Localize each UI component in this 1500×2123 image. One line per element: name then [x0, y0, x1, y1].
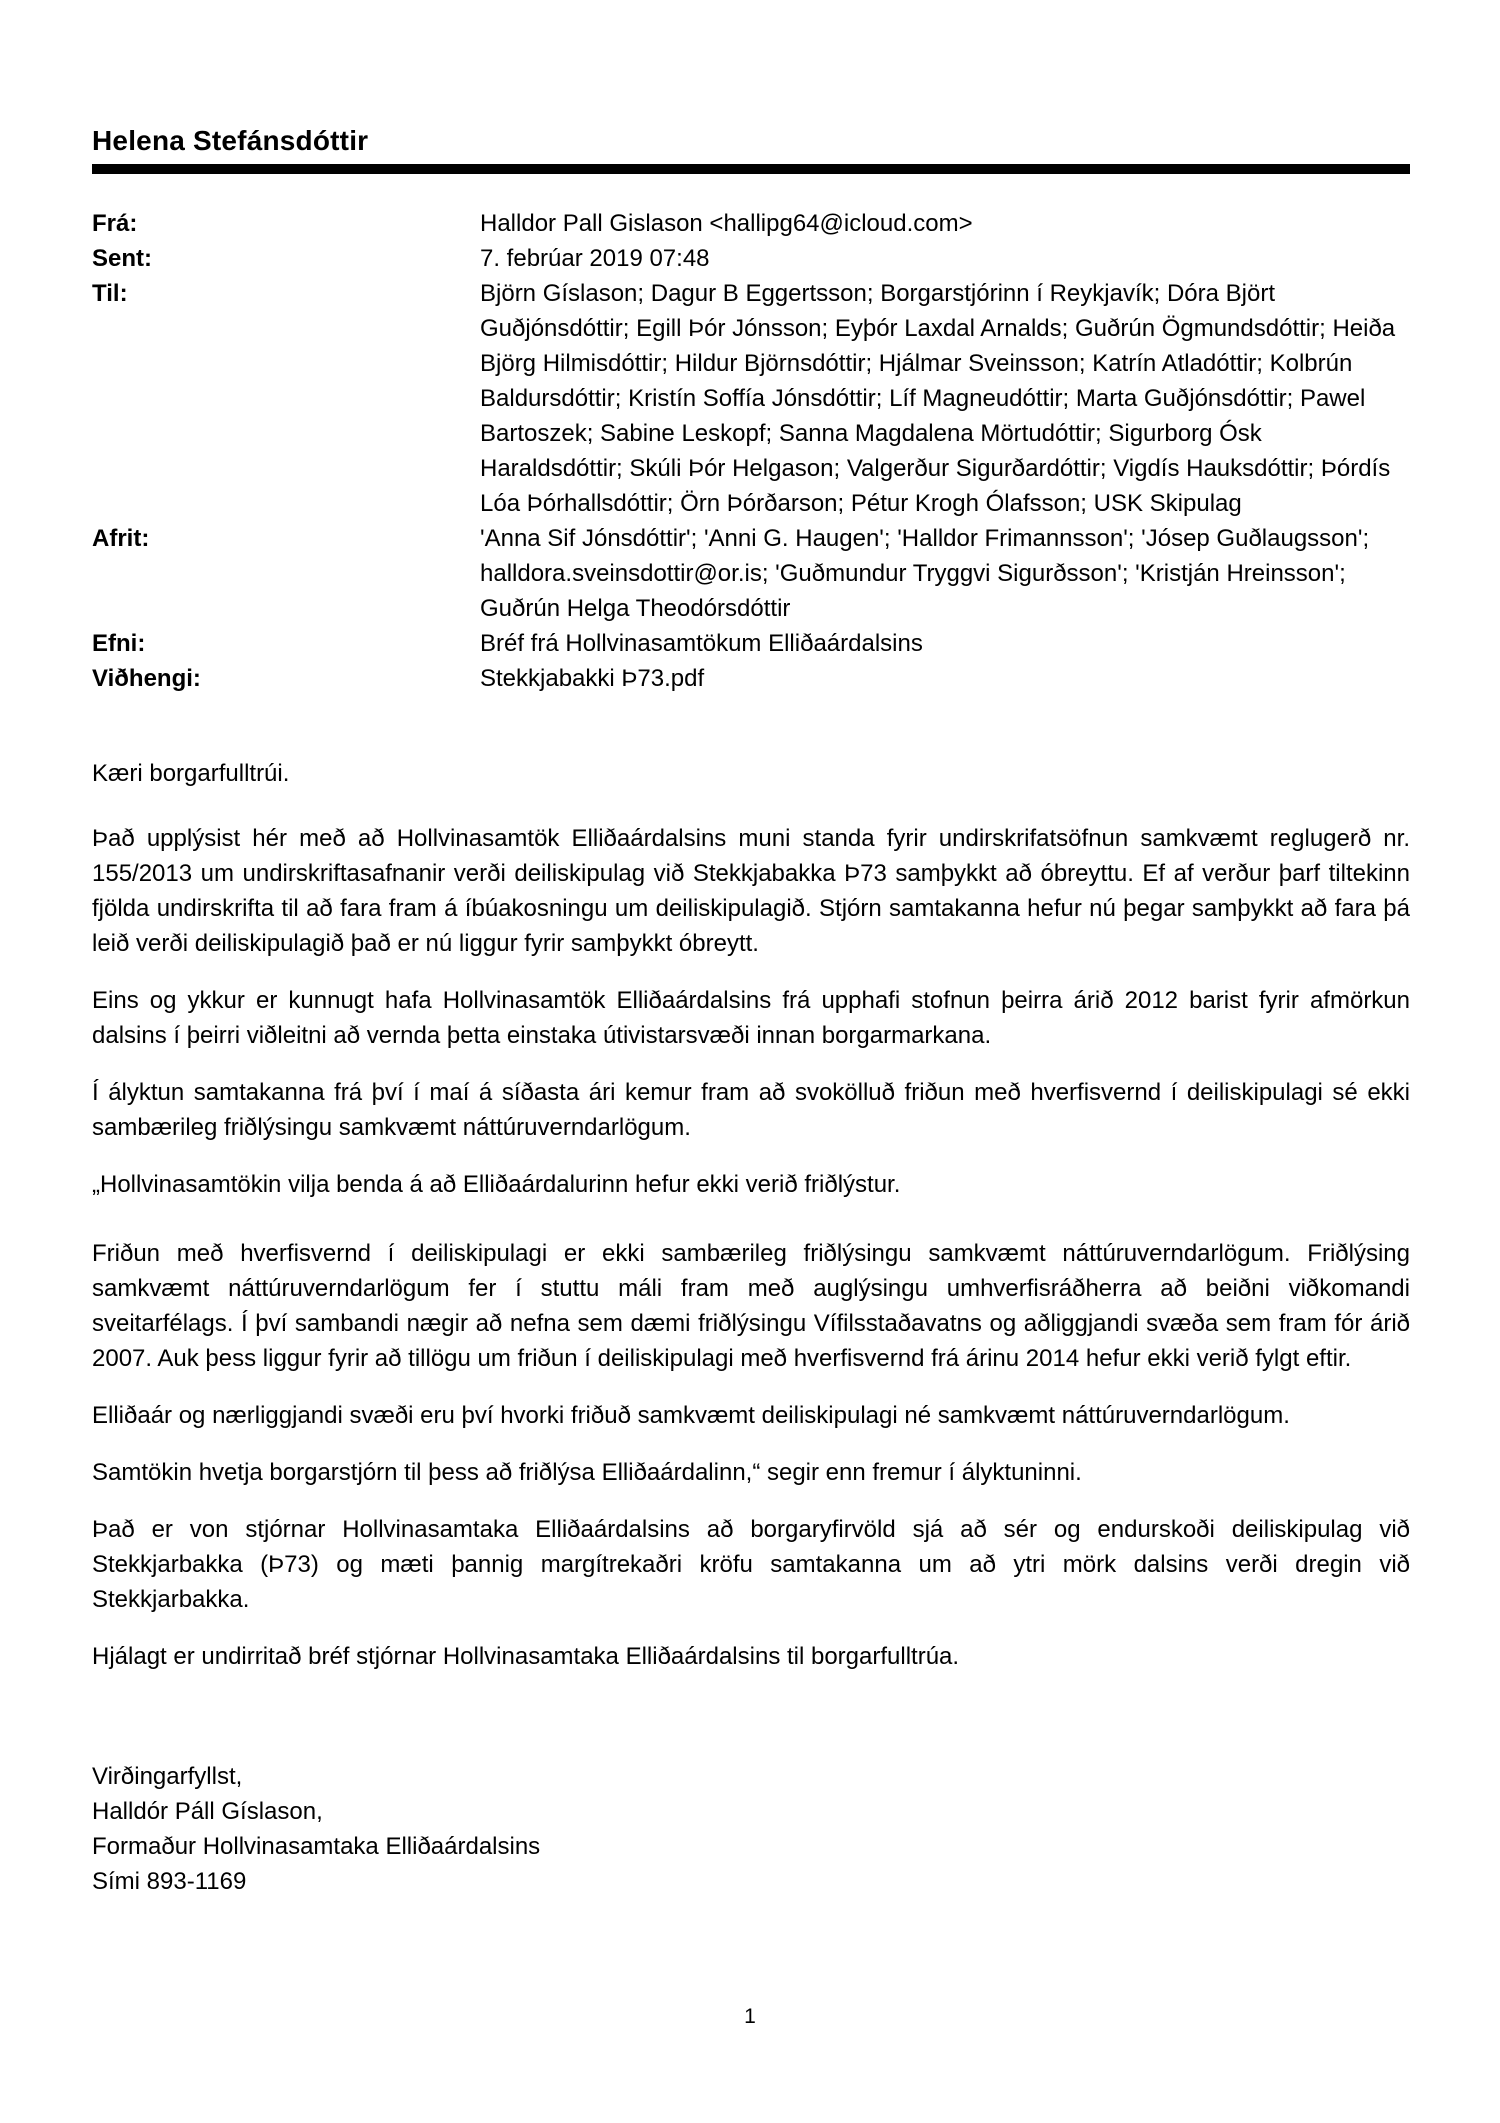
meta-value-to: Björn Gíslason; Dagur B Eggertsson; Borgarstjórinn í Reykjavík; Dóra Björt Guðjónsdóttir; Egill Þór Jónsson; Eyþór Laxdal Arnalds; Guðrún Ögmundsdóttir; Heiða Björg Hilmisdóttir; Hildur Björnsdóttir; Hjálmar Sveinsson; Katrín Atladóttir; Kolbrún Baldursdóttir; Kristín Soffía Jónsdóttir; Líf Magneudóttir; Marta Guðjónsdóttir; Pawel Bartoszek; Sabine Leskopf; Sanna Magdalena Mörtudóttir; Sigurborg Ósk Haraldsdóttir; Skúli Þór Helgason; Valgerður Sigurðardóttir; Vigdís Hauksdóttir; Þórdís Lóa Þórhallsdóttir; Örn Þórðarson; Pétur Krogh Ólafsson; USK Skipulag	[480, 280, 1396, 517]
email-body	[92, 756, 1410, 1899]
body-paragraph-quote-close: Samtökin hvetja borgarstjórn til þess að friðlýsa Elliðaárdalinn,“ segir enn fremur í ályktuninni.	[92, 1459, 1082, 1486]
body-paragraph: Friðun með hverfisvernd í deiliskipulagi er ekki sambærileg friðlýsingu samkvæmt náttúruverndarlögum. Friðlýsing samkvæmt náttúruverndarlögum fer í stuttu máli fram með auglýsingu umhverfisráðherra að beiðni viðkomandi sveitarfélags. Í því sambandi nægir að nefna sem dæmi friðlýsingu Vífilsstaðavatns og aðliggjandi svæða sem fram fór árið 2007. Auk þess liggur fyrir að tillögu um friðun í deiliskipulagi með hverfisvernd frá árinu 2014 hefur ekki verið fylgt eftir.	[92, 1240, 1410, 1372]
signature-block	[92, 1759, 1410, 1899]
meta-value-attachment: Stekkjabakki Þ73.pdf	[480, 665, 705, 692]
meta-label-subject: Efni:	[92, 630, 146, 657]
greeting-line: Kæri borgarfulltrúi.	[92, 760, 290, 787]
meta-value-cc: 'Anna Sif Jónsdóttir'; 'Anni G. Haugen'; 'Halldor Frimannsson'; 'Jósep Guðlaugsson'; halldora.sveinsdottir@or.is; 'Guðmundur Tryggvi Sigurðsson'; 'Kristján Hreinsson'; Guðrún Helga Theodórsdóttir	[480, 525, 1370, 622]
meta-label-sent: Sent:	[92, 245, 152, 272]
meta-value-subject: Bréf frá Hollvinasamtökum Elliðaárdalsins	[480, 630, 923, 657]
signature-line-phone: Sími 893-1169	[92, 1868, 247, 1895]
body-paragraph: Hjálagt er undirritað bréf stjórnar Hollvinasamtaka Elliðaárdalsins til borgarfulltrúa.	[92, 1643, 960, 1670]
meta-label-to: Til:	[92, 280, 128, 307]
page-number: 1	[744, 2005, 756, 2028]
body-paragraph: Elliðaár og nærliggjandi svæði eru því hvorki friðuð samkvæmt deiliskipulagi né samkvæmt náttúruverndarlögum.	[92, 1402, 1290, 1429]
recipient-name-header: Helena Stefánsdóttir	[92, 125, 369, 156]
header-divider	[92, 164, 1410, 174]
body-paragraph-quote-open: „Hollvinasamtökin vilja benda á að Elliðaárdalurinn hefur ekki verið friðlýstur.	[92, 1171, 901, 1198]
meta-label-cc: Afrit:	[92, 525, 150, 552]
signature-line-title: Formaður Hollvinasamtaka Elliðaárdalsins	[92, 1833, 541, 1860]
meta-label-attachment: Viðhengi:	[92, 665, 201, 692]
body-paragraph: Það upplýsist hér með að Hollvinasamtök Elliðaárdalsins muni standa fyrir undirskrifatsöfnun samkvæmt reglugerð nr. 155/2013 um undirskriftasafnanir verði deiliskipulag við Stekkjabakka Þ73 samþykkt að óbreyttu. Ef af verður þarf tiltekinn fjölda undirskrifta til að fara fram á íbúakosningu um deiliskipulagið. Stjórn samtakanna hefur nú þegar samþykkt að fara þá leið verði deiliskipulagið það er nú liggur fyrir samþykkt óbreytt.	[92, 825, 1410, 957]
email-meta	[92, 206, 1410, 696]
meta-label-from: Frá:	[92, 210, 138, 237]
body-paragraph: Eins og ykkur er kunnugt hafa Hollvinasamtök Elliðaárdalsins frá upphafi stofnun þeirra árið 2012 barist fyrir afmörkun dalsins í þeirri viðleitni að vernda þetta einstaka útivistarsvæði innan borgarmarkana.	[92, 987, 1410, 1049]
meta-value-sent: 7. febrúar 2019 07:48	[480, 245, 710, 272]
meta-value-from: Halldor Pall Gislason <hallipg64@icloud.com>	[480, 210, 973, 237]
signature-line-closing: Virðingarfyllst,	[92, 1763, 243, 1790]
signature-line-name: Halldór Páll Gíslason,	[92, 1798, 323, 1825]
body-paragraph: Það er von stjórnar Hollvinasamtaka Elliðaárdalsins að borgaryfirvöld sjá að sér og endurskoði deiliskipulag við Stekkjarbakka (Þ73) og mæti þannig margítrekaðri kröfu samtakanna um að ytri mörk dalsins verði dregin við Stekkjarbakka.	[92, 1516, 1410, 1613]
body-paragraph: Í ályktun samtakanna frá því í maí á síðasta ári kemur fram að svokölluð friðun með hverfisvernd í deiliskipulagi sé ekki sambærileg friðlýsingu samkvæmt náttúruverndarlögum.	[92, 1079, 1410, 1141]
